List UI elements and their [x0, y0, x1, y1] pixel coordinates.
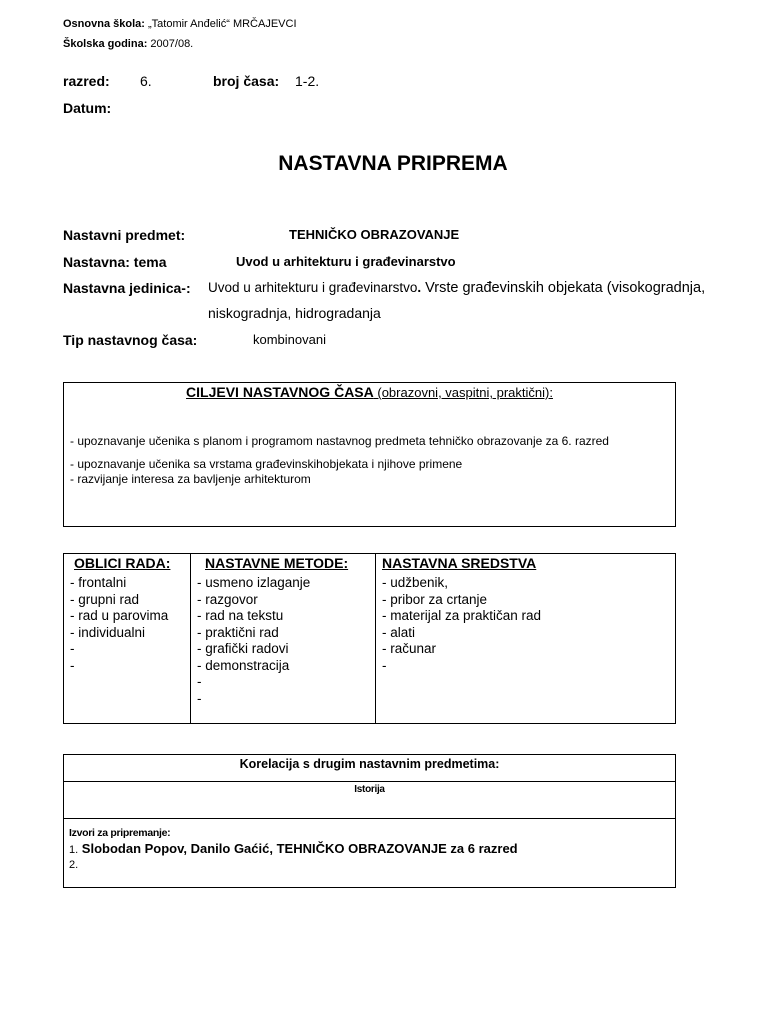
sources-label: Izvori za pripremanje:	[69, 827, 171, 839]
work-forms-list	[64, 575, 190, 674]
list-item: -	[197, 690, 202, 706]
unit-value-line-2: niskogradnja, hidrogradanja	[208, 305, 381, 321]
source-item-2: 2.	[69, 859, 79, 871]
work-forms-header: OBLICI RADA:	[74, 555, 171, 571]
work-forms-column	[64, 554, 191, 723]
goal-item: - upoznavanje učenika s planom i programom nastavnog predmeta tehničko obrazovanje za 6. razred	[70, 434, 609, 448]
list-item: - demonstracija	[197, 657, 290, 673]
source-number: 1.	[69, 844, 79, 856]
goal-item: - upoznavanje učenika sa vrstama građevinskihobjekata i njihove primene	[70, 457, 463, 471]
list-item: - grupni rad	[70, 591, 140, 607]
goals-title-line	[64, 384, 675, 400]
list-item: -	[70, 657, 75, 673]
unit-value	[208, 280, 705, 296]
goals-box	[63, 382, 676, 527]
lesson-number-label: broj časa:	[213, 73, 280, 89]
list-item: - udžbenik,	[382, 575, 449, 590]
teaching-methods-header: NASTAVNE METODE:	[205, 555, 349, 571]
goals-subtitle: (obrazovni, vaspitni, praktični):	[373, 385, 553, 400]
lesson-type-label: Tip nastavnog časa:	[63, 332, 198, 348]
list-item: - rad na tekstu	[197, 608, 284, 623]
list-item: - frontalni	[70, 575, 127, 590]
list-item: -	[382, 657, 387, 673]
unit-value-part-a: Uvod u arhitekturu i građevinarstvo	[208, 280, 418, 295]
subject-value: TEHNIČKO OBRAZOVANJE	[289, 227, 460, 242]
list-item: - materijal za praktičan rad	[382, 608, 542, 623]
list-item: - pribor za crtanje	[382, 591, 488, 607]
list-item: - grafički radovi	[197, 641, 289, 656]
teaching-methods-column	[191, 554, 376, 723]
school-line	[63, 18, 297, 30]
unit-label: Nastavna jedinica-:	[63, 280, 191, 296]
goal-item: - razvijanje interesa za bavljenje arhitekturom	[70, 472, 311, 486]
lesson-number-value: 1-2.	[295, 73, 320, 89]
source-text: Slobodan Popov, Danilo Gaćić, TEHNIČKO OBRAZOVANJE za 6 razred	[78, 841, 518, 856]
list-item: - rad u parovima	[70, 608, 169, 623]
page-title: NASTAVNA PRIPREMA	[278, 152, 508, 175]
goals-title: CILJEVI NASTAVNOG ČASA	[186, 384, 374, 400]
teaching-aids-header: NASTAVNA SREDSTVA	[382, 555, 537, 571]
methods-table	[63, 553, 676, 724]
correlation-table	[63, 754, 676, 888]
school-value: „Tatomir Anđelić“ MRČAJEVCI	[147, 18, 297, 30]
teaching-methods-list	[191, 575, 375, 707]
topic-value: Uvod u arhitekturu i građevinarstvo	[236, 254, 456, 269]
subject-label: Nastavni predmet:	[63, 227, 186, 243]
list-item: - računar	[382, 641, 437, 656]
teaching-aids-list	[376, 575, 675, 674]
unit-value-dot: .	[417, 280, 422, 295]
unit-value-part-b: Vrste građevinskih objekata (visokogradnja,	[421, 280, 706, 296]
list-item: - praktični rad	[197, 624, 279, 640]
school-year-value: 2007/08.	[150, 38, 194, 50]
source-item-1	[69, 841, 518, 856]
school-year-label: Školska godina:	[63, 38, 148, 50]
list-item: - razgovor	[197, 591, 258, 607]
school-year-line	[63, 38, 193, 50]
lesson-type-value: kombinovani	[253, 332, 326, 347]
correlation-subject: Istorija	[64, 781, 675, 819]
date-label: Datum:	[63, 100, 112, 116]
list-item: - usmeno izlaganje	[197, 575, 311, 590]
school-label: Osnovna škola:	[63, 18, 145, 30]
grade-label: razred:	[63, 73, 110, 89]
list-item: - individualni	[70, 624, 146, 640]
correlation-title: Korelacija s drugim nastavnim predmetima:	[64, 755, 675, 782]
teaching-aids-column	[376, 554, 675, 723]
list-item: -	[197, 674, 202, 689]
list-item: - alati	[382, 624, 416, 640]
list-item: -	[70, 641, 75, 656]
topic-label: Nastavna: tema	[63, 254, 167, 270]
grade-value: 6.	[140, 73, 152, 89]
